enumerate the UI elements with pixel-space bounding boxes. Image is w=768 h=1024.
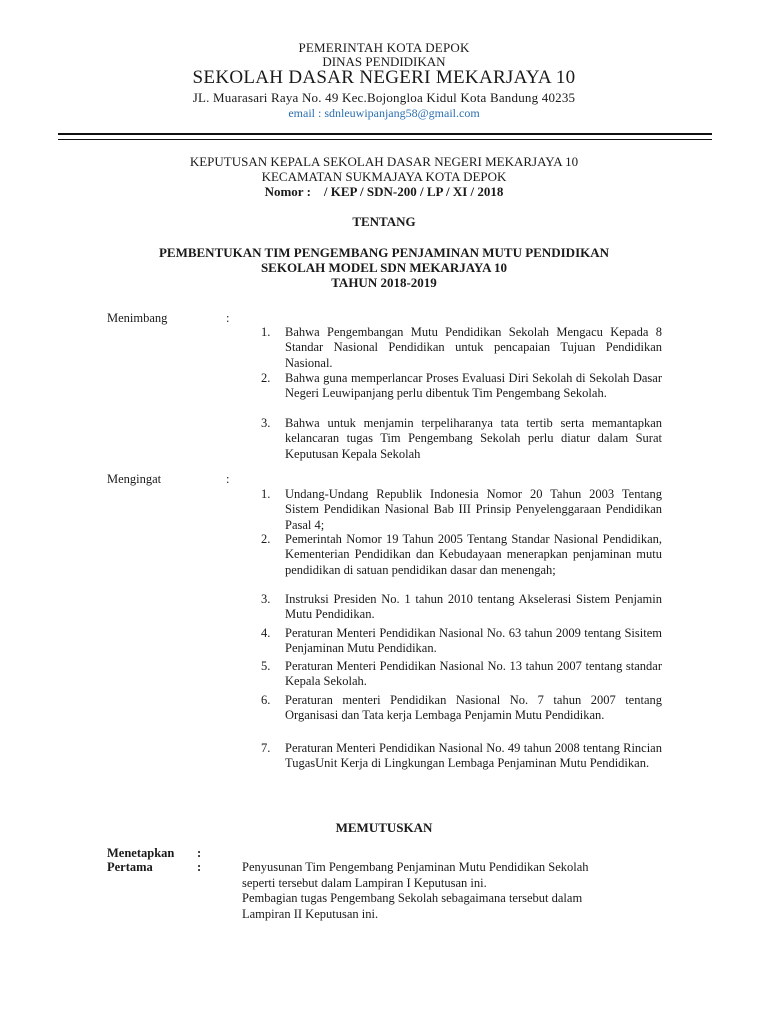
decree-title-line1: KEPUTUSAN KEPALA SEKOLAH DASAR NEGERI MEKARJAYA 10: [189, 154, 579, 169]
list-item-text: Bahwa guna memperlancar Proses Evaluasi Diri Sekolah di Sekolah Dasar Negeri Leuwipanjang perlu dibentuk Tim Pengembang Sekolah.: [285, 371, 662, 401]
list-item-number: 3.: [261, 592, 271, 606]
list-item-text: Peraturan Menteri Pendidikan Nasional No. 63 tahun 2009 tentang Sisitem Penjaminan Mutu Pendidikan.: [285, 626, 662, 656]
list-item-text: Pemerintah Nomor 19 Tahun 2005 Tentang Standar Nasional Pendidikan, Kementerian Pendidikan dan Kebudayaan menerapkan penjaminan mutu pendidikan di satuan pendidikan dasar dan menengah;: [285, 532, 662, 577]
list-item-number: 1.: [261, 487, 271, 501]
pertama-label: Pertama: [107, 860, 153, 874]
list-item-text: Peraturan Menteri Pendidikan Nasional No. 49 tahun 2008 tentang Rincian TugasUnit Kerja di Lingkungan Lembaga Penjaminan Mutu Pendidikan.: [285, 741, 662, 771]
letterhead-school-name: SEKOLAH DASAR NEGERI MEKARJAYA 10: [192, 67, 576, 88]
list-item-text: Peraturan menteri Pendidikan Nasional No. 7 tahun 2007 tentang Organisasi dan Tata kerja Lembaga Penjamin Mutu Pendidikan.: [285, 693, 662, 723]
mengingat-colon: :: [226, 472, 230, 486]
letterhead-divider-thick: [58, 133, 712, 135]
list-item-text: Peraturan Menteri Pendidikan Nasional No. 13 tahun 2007 tentang standar Kepala Sekolah.: [285, 659, 662, 689]
list-item-number: 2.: [261, 371, 271, 385]
list-item-text: Instruksi Presiden No. 1 tahun 2010 tentang Akselerasi Sistem Penjamin Mutu Pendidikan.: [285, 592, 662, 622]
list-item-number: 3.: [261, 416, 271, 430]
decree-subject-line2: SEKOLAH MODEL SDN MEKARJAYA 10: [260, 260, 508, 275]
decree-number: Nomor : / KEP / SDN-200 / LP / XI / 2018: [264, 184, 504, 199]
letterhead-government: PEMERINTAH KOTA DEPOK: [298, 40, 470, 55]
pertama-text-1: Penyusunan Tim Pengembang Penjaminan Mutu Pendidikan Sekolah seperti tersebut dalam Lampiran I Keputusan ini.: [242, 860, 589, 890]
decree-title-line2: KECAMATAN SUKMAJAYA KOTA DEPOK: [261, 169, 507, 184]
letterhead-email: email : sdnleuwipanjang58@gmail.com: [288, 106, 480, 120]
list-item-number: 6.: [261, 693, 271, 707]
decree-tentang: TENTANG: [352, 214, 416, 229]
list-item-text: Bahwa untuk menjamin terpeliharanya tata tertib serta memantapkan kelancaran tugas Tim Pengembang Sekolah perlu diatur dalam Surat Keputusan Kepala Sekolah: [285, 416, 662, 461]
list-item-number: 7.: [261, 741, 271, 755]
menimbang-label: Menimbang: [107, 311, 168, 325]
list-item-number: 2.: [261, 532, 271, 546]
memutuskan-heading: MEMUTUSKAN: [335, 820, 433, 835]
list-item-text: Undang-Undang Republik Indonesia Nomor 20 Tahun 2003 Tentang Sistem Pendidikan Nasional Bab III Prinsip Penyelenggaraan Pendidikan Pasal 4;: [285, 487, 662, 532]
letterhead-divider-thin: [58, 139, 712, 140]
decree-subject-line3: TAHUN 2018-2019: [331, 275, 437, 290]
letterhead-department: DINAS PENDIDIKAN: [322, 54, 446, 69]
list-item-number: 5.: [261, 659, 271, 673]
menetapkan-colon: :: [197, 846, 202, 860]
list-item-text: Bahwa Pengembangan Mutu Pendidikan Sekolah Mengacu Kepada 8 Standar Nasional Pendidikan untuk pencapaian Tujuan Pendidikan Nasional.: [285, 325, 662, 370]
letterhead-address: JL. Muarasari Raya No. 49 Kec.Bojongloa Kidul Kota Bandung 40235: [192, 90, 576, 105]
pertama-text-2: Pembagian tugas Pengembang Sekolah sebagaimana tersebut dalam Lampiran II Keputusan ini.: [242, 891, 583, 921]
decree-subject-line1: PEMBENTUKAN TIM PENGEMBANG PENJAMINAN MUTU PENDIDIKAN: [158, 245, 610, 260]
menimbang-colon: :: [226, 311, 230, 325]
mengingat-label: Mengingat: [107, 472, 162, 486]
list-item-number: 4.: [261, 626, 271, 640]
pertama-colon: :: [197, 860, 202, 874]
list-item-number: 1.: [261, 325, 271, 339]
menetapkan-label: Menetapkan: [107, 846, 175, 860]
